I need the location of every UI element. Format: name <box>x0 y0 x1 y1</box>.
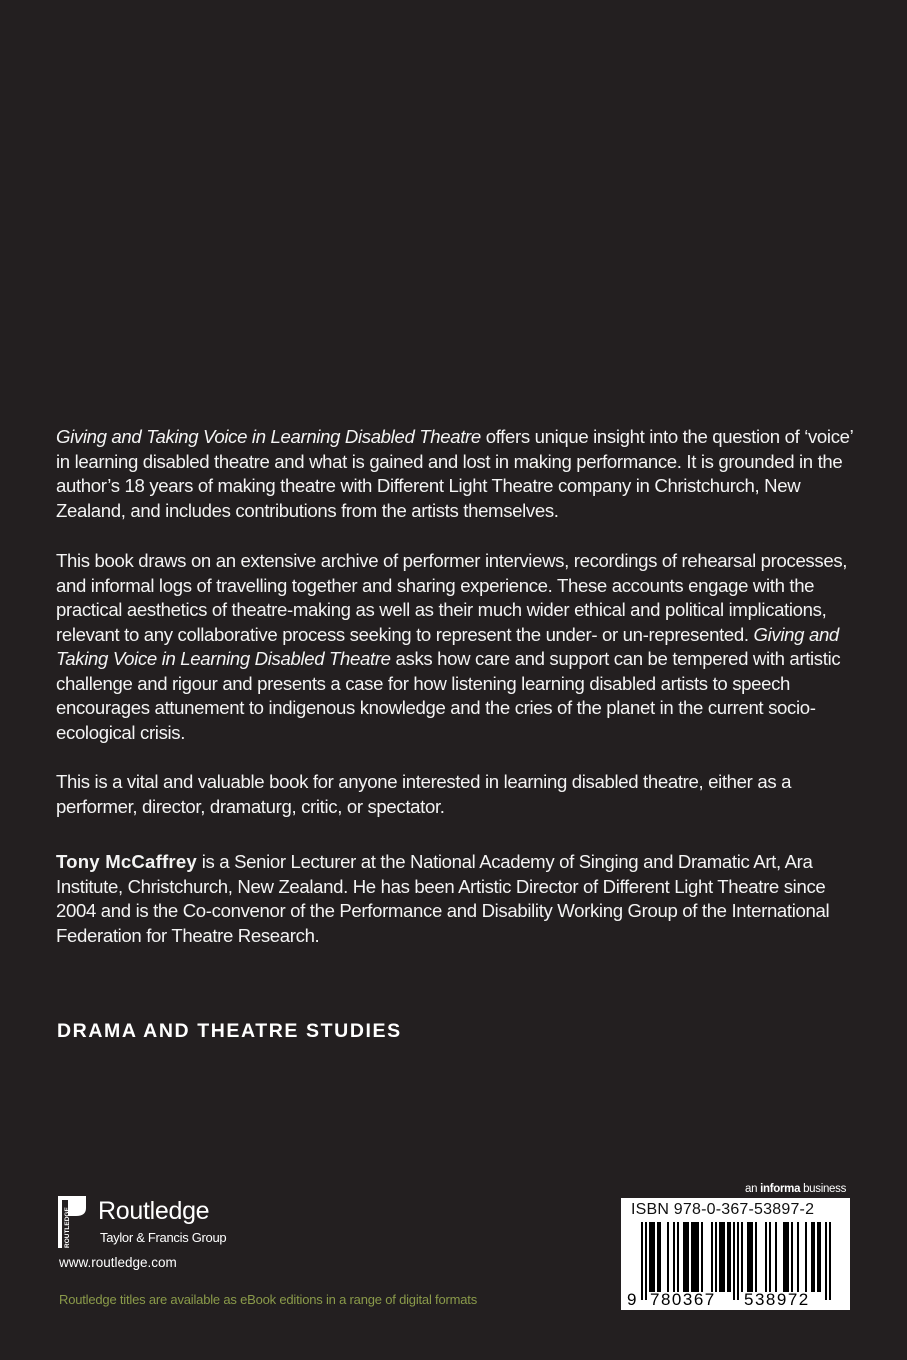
barcode-bar <box>723 1222 725 1292</box>
barcode-bar <box>651 1222 653 1292</box>
barcode-bar <box>727 1222 729 1292</box>
description-paragraph-1-text: offers unique insight into the question of ‘voice’ in learning disabled theatre and what is gained and lost in making performance. It is grounded in the author’s 18 years of making theatre with Different Light Theatre company in Christchurch, New Zealand, and includes contributions from the artists themselves. <box>56 426 853 521</box>
barcode-bar <box>797 1222 799 1292</box>
barcode-bar <box>751 1222 753 1292</box>
informa-name: informa <box>760 1183 801 1195</box>
barcode-bar <box>677 1222 679 1292</box>
barcode-bar <box>659 1222 661 1292</box>
logo-mark-text: ROUTLEDGE <box>64 1207 71 1248</box>
barcode-bar <box>749 1222 751 1292</box>
routledge-logo <box>58 1196 288 1252</box>
subject-category: DRAMA AND THEATRE STUDIES <box>57 1020 402 1042</box>
barcode-bar <box>645 1222 647 1300</box>
barcode-bar <box>829 1222 831 1300</box>
barcode-bar <box>825 1222 827 1300</box>
barcode-bar <box>791 1222 793 1292</box>
publisher-website[interactable]: www.routledge.com <box>59 1255 177 1270</box>
barcode-bar <box>641 1222 643 1300</box>
description-paragraph-3: This is a vital and valuable book for anyone interested in learning disabled theatre, either as a performer, director, dramaturg, critic, or spectator. <box>56 771 792 817</box>
barcode-digit-first: 9 <box>627 1290 638 1309</box>
barcode-bar <box>683 1222 685 1292</box>
barcode-digits-right: 538972 <box>744 1290 810 1309</box>
book-title-italic-2: Giving and Taking Voice in Learning Disabled Theatre <box>56 623 839 669</box>
barcode-bar <box>733 1222 735 1300</box>
description-paragraph-2-end: asks how care and support can be tempered with artistic challenge and rigour and presents a case for how listening learning disabled artists to speech encourages attunement to indigenous knowledge and the cries of the planet in the current socio-ecological crisis. <box>56 648 841 743</box>
author-bio <box>56 850 856 948</box>
barcode-bar <box>755 1222 757 1292</box>
barcode-bar <box>769 1222 771 1292</box>
informa-business-label <box>745 1183 846 1195</box>
barcode-bar <box>697 1222 699 1292</box>
barcode-bar <box>695 1222 697 1292</box>
barcode-digits-left: 780367 <box>650 1290 716 1309</box>
barcode-bar <box>787 1222 789 1292</box>
barcode-bar <box>693 1222 695 1292</box>
barcode-bar <box>741 1222 743 1292</box>
barcode-bar <box>819 1222 821 1292</box>
informa-prefix: an <box>745 1183 761 1195</box>
barcode-bar <box>765 1222 767 1292</box>
barcode-bar <box>653 1222 655 1292</box>
description-paragraph-2-start: This book draws on an extensive archive of performer interviews, recordings of rehearsal processes, and informal logs of travelling together and sharing experience. These accounts engage with the practical aesthetics of theatre-making as well as their much wider ethical and political implications, relevant to any collaborative process seeking to represent the under- or un-represented. <box>56 550 848 645</box>
barcode-bar <box>687 1222 689 1292</box>
barcode-bar <box>817 1222 819 1292</box>
barcode-bar <box>747 1222 749 1292</box>
isbn-barcode-box <box>621 1198 850 1310</box>
barcode-bar <box>711 1222 713 1292</box>
barcode-bar <box>691 1222 693 1292</box>
barcode-bar <box>783 1222 785 1292</box>
barcode-bar <box>785 1222 787 1292</box>
publisher-name: Routledge <box>98 1197 210 1225</box>
description-paragraph-2 <box>56 549 856 745</box>
barcode-bar <box>729 1222 731 1292</box>
barcode-bar <box>685 1222 687 1292</box>
barcode-bar <box>715 1222 717 1292</box>
ebook-note: Routledge titles are available as eBook editions in a range of digital formats <box>59 1292 477 1307</box>
barcode-bar <box>649 1222 651 1292</box>
author-name: Tony McCaffrey <box>56 851 197 872</box>
barcode-bar <box>721 1222 723 1292</box>
book-title-italic: Giving and Taking Voice in Learning Disabled Theatre <box>56 426 481 447</box>
barcode-bar <box>719 1222 721 1292</box>
barcode-bar <box>657 1222 659 1292</box>
isbn-label: ISBN 978-0-367-53897-2 <box>631 1201 815 1218</box>
barcode-bar <box>805 1222 807 1292</box>
barcode-bar <box>813 1222 815 1292</box>
barcode-bar <box>811 1222 813 1292</box>
informa-suffix: business <box>800 1183 847 1195</box>
publisher-group: Taylor & Francis Group <box>100 1230 227 1245</box>
barcode-bar <box>737 1222 739 1300</box>
barcode-bar <box>673 1222 675 1292</box>
barcode-bar <box>667 1222 669 1292</box>
routledge-logo-mark-icon <box>58 1196 88 1248</box>
description-paragraph-1 <box>56 425 856 523</box>
author-bio-text: is a Senior Lecturer at the National Academy of Singing and Dramatic Art, Ara Institute, Christchurch, New Zealand. He has been Artistic Director of Different Light Theatre since 2004 and is the Co-convenor of the Performance and Disability Working Group of the International Federation for Theatre Research. <box>56 851 830 946</box>
barcode-bar <box>775 1222 777 1292</box>
barcode-bar <box>701 1222 703 1292</box>
